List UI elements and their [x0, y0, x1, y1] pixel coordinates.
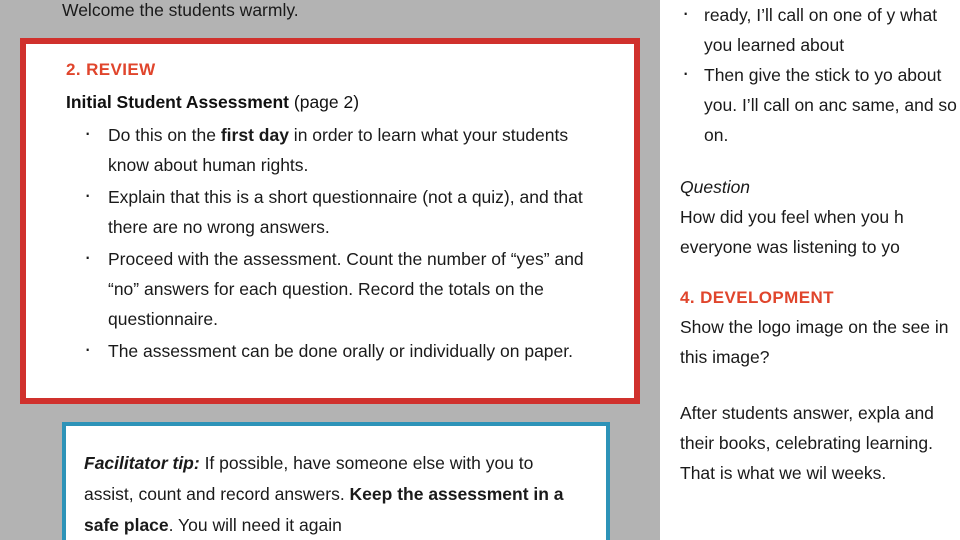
list-item: · ready, I’ll call on one of y what you learned about: [680, 0, 960, 60]
facilitator-tip-text-1: If possible, have someone else with you to assist, count and record answers.: [84, 453, 534, 504]
review-bullet-list: [66, 120, 612, 366]
list-item: · Do this on the first day in order to learn what your students know about human rights.: [66, 120, 612, 180]
review-box-content: [26, 44, 634, 366]
review-heading: 2. REVIEW: [66, 60, 156, 79]
facilitator-tip-label: Facilitator tip:: [84, 453, 200, 473]
development-paragraph-1: Show the logo image on the see in this image?: [680, 317, 949, 367]
welcome-line: Welcome the students warmly.: [62, 0, 299, 20]
question-text: How did you feel when you h everyone was listening to yo: [680, 207, 904, 257]
facilitator-tip-text-2: . You will need it again: [168, 515, 342, 535]
list-item: · Then give the stick to yo about you. I’ll call on anc same, and so on.: [680, 60, 960, 150]
review-subheading: [66, 90, 612, 114]
facilitator-tip-content: [66, 426, 606, 540]
list-item: · The assessment can be done orally or individually on paper.: [66, 336, 612, 366]
paragraph-spacer: [680, 372, 960, 398]
list-item: · Explain that this is a short questionnaire (not a quiz), and that there are no wrong answers.: [66, 182, 612, 242]
right-bullet-list: [680, 0, 960, 150]
development-paragraph-2: After students answer, expla and their books, celebrating learning. That is what we wil weeks.: [680, 403, 934, 483]
review-subheading-page: (page 2): [289, 92, 360, 112]
right-column: [660, 0, 960, 540]
question-label: Question: [680, 177, 751, 197]
right-column-content: [660, 0, 960, 488]
review-subheading-title: Initial Student Assessment: [66, 92, 290, 112]
facilitator-tip-box: [62, 422, 610, 540]
list-item: · Proceed with the assessment. Count the number of “yes” and “no” answers for each question. Record the totals on the questionnaire.: [66, 244, 612, 334]
review-callout-box: [20, 38, 640, 404]
development-heading: 4. DEVELOPMENT: [680, 288, 834, 307]
facilitator-tip-text-bold: Keep the assessment in a safe place: [84, 484, 564, 535]
